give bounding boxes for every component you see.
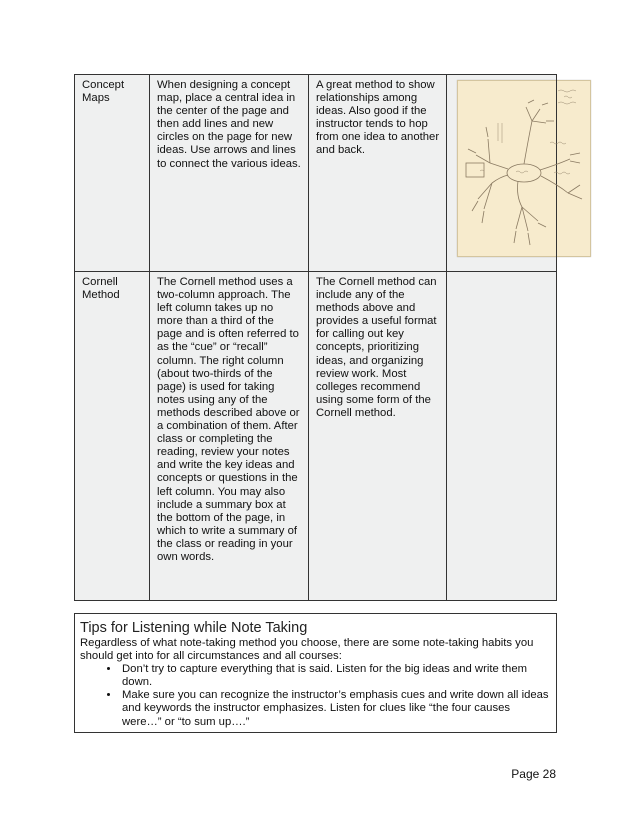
tips-intro: Regardless of what note-taking method you choose, there are some note-taking habits you should get into for all circumstances and all courses: bbox=[80, 637, 534, 663]
method-description-cell: The Cornell method uses a two-column approach. The left column takes up no more than a third of the page and is often referred to as the “cue” or “recall” column. The right column (about two-thirds of the page) is used for taking notes using any of the methods described above or a combination of them. After class or completing the reading, review your notes and write the key ideas and concepts or questions in the left column. You may also include a summary box at the bottom of the page, in which to write a summary of the class or reading in your own words. bbox=[150, 272, 309, 601]
table-row-cornell-method bbox=[75, 272, 557, 601]
method-use-cell: A great method to show relationships among ideas. Also good if the instructor tends to hop from one idea to another and back. bbox=[309, 75, 447, 272]
tips-title: Tips for Listening while Note Taking bbox=[80, 620, 308, 636]
example-image-cell bbox=[447, 75, 557, 272]
example-image-cell-empty bbox=[447, 272, 557, 601]
method-name-cell: Cornell Method bbox=[75, 272, 150, 601]
page-number: Page 28 bbox=[511, 767, 556, 781]
concept-map-example-image bbox=[457, 80, 591, 257]
method-use-cell: The Cornell method can include any of the methods above and provides a useful format for calling out key concepts, prioritizing ideas, and organizing review work. Most colleges recommend using some form of the Cornell method. bbox=[309, 272, 447, 601]
method-description-cell: When designing a concept map, place a central idea in the center of the page and then add lines and new circles on the page for new ideas. Use arrows and lines to connect the various ideas. bbox=[150, 75, 309, 272]
method-name-cell: Concept Maps bbox=[75, 75, 150, 272]
tips-box bbox=[74, 613, 557, 733]
table-row-concept-maps bbox=[75, 75, 557, 272]
note-methods-table bbox=[74, 74, 557, 601]
tips-list-item: • Make sure you can recognize the instructor’s emphasis cues and write down all ideas and keywords the instructor emphasizes. Listen for clues like “the four causes were…” or “to sum up….” bbox=[120, 689, 550, 728]
tips-list bbox=[80, 663, 550, 728]
tips-list-item: • Don’t try to capture everything that is said. Listen for the big ideas and write them down. bbox=[120, 663, 550, 689]
